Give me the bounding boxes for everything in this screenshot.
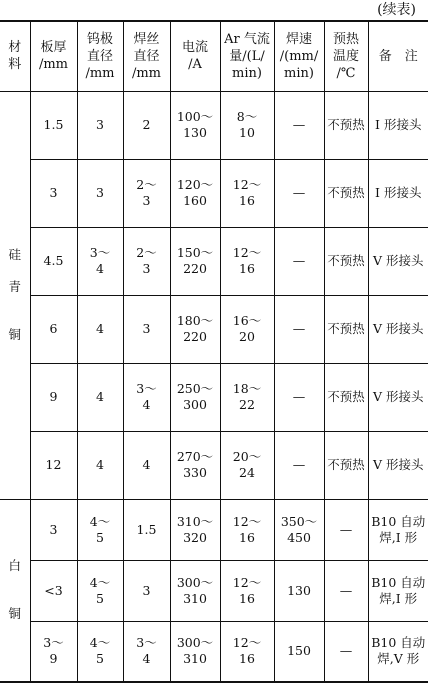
preheat-temp-cell: — — [324, 499, 368, 560]
table-row — [0, 621, 428, 682]
table-row — [0, 431, 428, 499]
current-cell: 300～ 310 — [170, 621, 220, 682]
wire-diameter-cell: 3～ 4 — [123, 363, 170, 431]
current-cell: 300～ 310 — [170, 560, 220, 621]
tungsten-diameter-cell: 4～ 5 — [77, 621, 123, 682]
wire-diameter-cell: 2～ 3 — [123, 227, 170, 295]
table-row — [0, 560, 428, 621]
tungsten-diameter-cell: 4 — [77, 431, 123, 499]
header-tungsten-diameter: 钨极 直径 /mm — [77, 21, 123, 91]
remarks-cell: B10 自动 焊,I 形 — [368, 499, 428, 560]
welding-parameters-table — [0, 20, 428, 683]
header-preheat-temp: 预热 温度 /℃ — [324, 21, 368, 91]
header-row — [0, 21, 428, 91]
remarks-cell: I 形接头 — [368, 159, 428, 227]
tungsten-diameter-cell: 3～ 4 — [77, 227, 123, 295]
table-row — [0, 363, 428, 431]
remarks-cell: V 形接头 — [368, 363, 428, 431]
welding-speed-cell: 150 — [274, 621, 324, 682]
current-cell: 250～ 300 — [170, 363, 220, 431]
wire-diameter-cell: 1.5 — [123, 499, 170, 560]
tungsten-diameter-cell: 4 — [77, 363, 123, 431]
table-row — [0, 227, 428, 295]
table-row — [0, 295, 428, 363]
wire-diameter-cell: 3 — [123, 295, 170, 363]
argon-flow-cell: 12～ 16 — [220, 621, 274, 682]
tungsten-diameter-cell: 4 — [77, 295, 123, 363]
table-row — [0, 91, 428, 159]
table-row — [0, 499, 428, 560]
plate-thickness-cell: 3～ 9 — [30, 621, 77, 682]
argon-flow-cell: 12～ 16 — [220, 499, 274, 560]
argon-flow-cell: 20～ 24 — [220, 431, 274, 499]
current-cell: 310～ 320 — [170, 499, 220, 560]
argon-flow-cell: 12～ 16 — [220, 227, 274, 295]
table-row — [0, 159, 428, 227]
tungsten-diameter-cell: 4～ 5 — [77, 560, 123, 621]
welding-speed-cell: 350～ 450 — [274, 499, 324, 560]
tungsten-diameter-cell: 3 — [77, 91, 123, 159]
preheat-temp-cell: — — [324, 560, 368, 621]
remarks-cell: V 形接头 — [368, 431, 428, 499]
plate-thickness-cell: 9 — [30, 363, 77, 431]
preheat-temp-cell: 不预热 — [324, 159, 368, 227]
remarks-cell: V 形接头 — [368, 295, 428, 363]
argon-flow-cell: 12～ 16 — [220, 159, 274, 227]
wire-diameter-cell: 2 — [123, 91, 170, 159]
argon-flow-cell: 8～ 10 — [220, 91, 274, 159]
plate-thickness-cell: <3 — [30, 560, 77, 621]
current-cell: 270～ 330 — [170, 431, 220, 499]
tungsten-diameter-cell: 4～ 5 — [77, 499, 123, 560]
preheat-temp-cell: 不预热 — [324, 363, 368, 431]
header-remarks: 备 注 — [368, 21, 428, 91]
plate-thickness-cell: 1.5 — [30, 91, 77, 159]
header-current: 电流 /A — [170, 21, 220, 91]
current-cell: 150～ 220 — [170, 227, 220, 295]
remarks-cell: V 形接头 — [368, 227, 428, 295]
wire-diameter-cell: 3～ 4 — [123, 621, 170, 682]
header-wire-diameter: 焊丝 直径 /mm — [123, 21, 170, 91]
welding-speed-cell: — — [274, 159, 324, 227]
plate-thickness-cell: 3 — [30, 159, 77, 227]
welding-speed-cell: 130 — [274, 560, 324, 621]
welding-speed-cell: — — [274, 363, 324, 431]
tungsten-diameter-cell: 3 — [77, 159, 123, 227]
argon-flow-cell: 16～ 20 — [220, 295, 274, 363]
material-cell: 白 铜 — [0, 499, 30, 682]
preheat-temp-cell: 不预热 — [324, 431, 368, 499]
table-continued-note: (续表) — [377, 2, 416, 18]
material-cell: 硅 青 铜 — [0, 91, 30, 499]
remarks-cell: I 形接头 — [368, 91, 428, 159]
welding-speed-cell: — — [274, 295, 324, 363]
argon-flow-cell: 18～ 22 — [220, 363, 274, 431]
wire-diameter-cell: 4 — [123, 431, 170, 499]
header-material: 材 料 — [0, 21, 30, 91]
header-argon-flow: Ar 气流 量/(L/ min) — [220, 21, 274, 91]
plate-thickness-cell: 6 — [30, 295, 77, 363]
preheat-temp-cell: 不预热 — [324, 227, 368, 295]
wire-diameter-cell: 3 — [123, 560, 170, 621]
header-plate-thickness: 板厚 /mm — [30, 21, 77, 91]
plate-thickness-cell: 3 — [30, 499, 77, 560]
header-welding-speed: 焊速 /(mm/ min) — [274, 21, 324, 91]
remarks-cell: B10 自动 焊,I 形 — [368, 560, 428, 621]
welding-speed-cell: — — [274, 227, 324, 295]
argon-flow-cell: 12～ 16 — [220, 560, 274, 621]
wire-diameter-cell: 2～ 3 — [123, 159, 170, 227]
plate-thickness-cell: 4.5 — [30, 227, 77, 295]
preheat-temp-cell: 不预热 — [324, 295, 368, 363]
preheat-temp-cell: 不预热 — [324, 91, 368, 159]
welding-speed-cell: — — [274, 91, 324, 159]
remarks-cell: B10 自动 焊,V 形 — [368, 621, 428, 682]
current-cell: 120～ 160 — [170, 159, 220, 227]
preheat-temp-cell: — — [324, 621, 368, 682]
plate-thickness-cell: 12 — [30, 431, 77, 499]
welding-speed-cell: — — [274, 431, 324, 499]
current-cell: 100～ 130 — [170, 91, 220, 159]
current-cell: 180～ 220 — [170, 295, 220, 363]
